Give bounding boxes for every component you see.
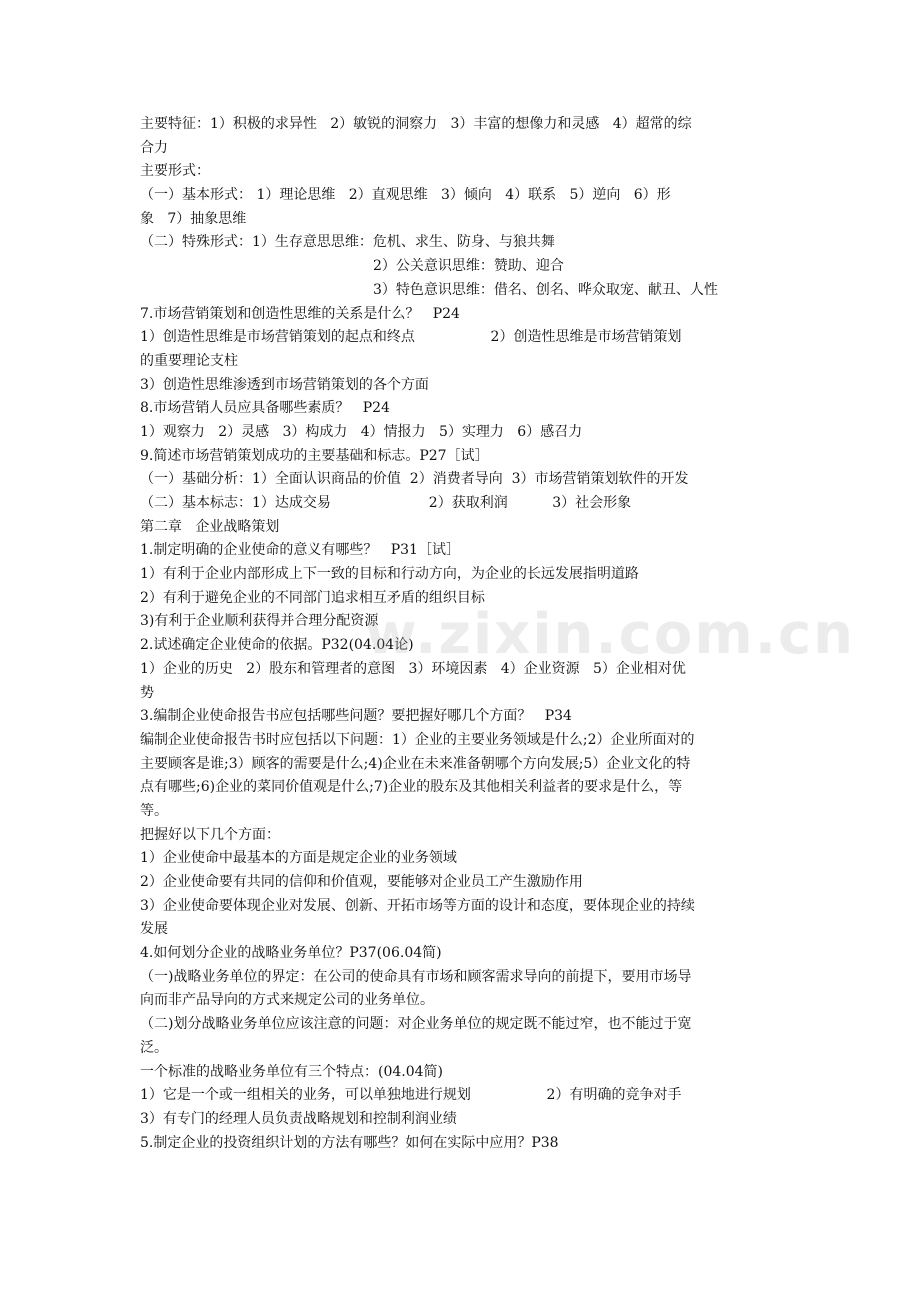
question-heading: 7.市场营销策划和创造性思维的关系是什么？ P24 [140,305,460,322]
text-line: 合力 [140,139,168,156]
text-line: 3）创造性思维渗透到市场营销策划的各个方面 [140,376,429,393]
text-line: 一个标准的战略业务单位有三个特点：(04.04简) [140,1063,444,1080]
text-line: 3）有专门的经理人员负责战略规划和控制利润业绩 [140,1110,457,1127]
text-line: 2）公关意识思维：赞助、迎合 [373,258,564,275]
text-line: 主要顾客是谁;3）顾客的需要是什么;4)企业在未来准备朝哪个方向发展;5）企业文化的特 [140,755,691,772]
text-line: 1）创造性思维是市场营销策划的起点和终点 2）创造性思维是市场营销策划 [140,329,682,346]
text-line: 3）特色意识思维：借名、创名、哗众取宠、献丑、人性 [373,281,718,298]
watermark: w.zixin.com.cn [365,602,856,667]
text-line: 1）有利于企业内部形成上下一致的目标和行动方向，为企业的长远发展指明道路 [140,566,639,583]
question-heading: 9.简述市场营销策划成功的主要基础和标志。P27［试］ [140,447,489,464]
text-line: 1）它是一个或一组相关的业务，可以单独地进行规划 2）有明确的竞争对手 [140,1087,682,1104]
text-line: 等。 [140,802,168,819]
text-line: 势 [140,684,154,701]
question-heading: 2.试述确定企业使命的依据。P32(04.04论) [140,637,414,654]
text-line: 象 7）抽象思维 [140,210,247,227]
text-line: 1）观察力 2）灵感 3）构成力 4）情报力 5）实理力 6）感召力 [140,423,583,440]
text-line: （二)划分战略业务单位应该注意的问题：对企业务单位的规定既不能过窄，也不能过于宽 [140,1016,692,1033]
text-line: （二）特殊形式：1）生存意思思维：危机、求生、防身、与狼共舞 [140,234,555,251]
text-line: （二）基本标志：1）达成交易 2）获取利润 3）社会形象 [140,495,632,511]
text-line: 编制企业使命报告书时应包括以下问题：1）企业的主要业务领域是什么;2）企业所面对的 [140,731,695,748]
text-line: （一）基本形式： 1）理论思维 2）直观思维 3）倾向 4）联系 5）逆向 6）形 [140,187,671,204]
text-line: 的重要理论支柱 [140,352,238,369]
chapter-heading: 第二章 企业战略策划 [140,518,280,535]
text-line: 把握好以下几个方面： [140,826,280,843]
text-line: 向而非产品导向的方式来规定公司的业务单位。 [140,992,434,1009]
text-line: （一)战略业务单位的界定：在公司的使命具有市场和顾客需求导向的前提下，要用市场导 [140,968,692,985]
text-line: 3）企业使命要体现企业对发展、创新、开拓市场等方面的设计和态度，要体现企业的持续 [140,897,695,914]
question-heading: 1.制定明确的企业使命的意义有哪些？ P31［试］ [140,542,460,559]
text-line: （一）基础分析：1）全面认识商品的价值 2）消费者导向 3）市场营销策划软件的开发 [140,471,689,488]
document-body [140,113,790,1155]
text-line: 2）有利于避免企业的不同部门追求相互矛盾的组织目标 [140,589,485,606]
text-line: 3)有利于企业顺利获得并合理分配资源 [140,613,379,630]
question-heading: 4.如何划分企业的战略业务单位？P37(06.04简) [140,945,442,962]
question-heading: 8.市场营销人员应具备哪些素质？ P24 [140,400,390,417]
text-line: 主要形式： [140,163,210,180]
text-line: 主要特征：1）积极的求异性 2）敏锐的洞察力 3）丰富的想像力和灵感 4）超常的综 [140,116,692,132]
text-line: 2）企业使命要有共同的信仰和价值观，要能够对企业员工产生激励作用 [140,874,583,890]
text-line: 1）企业的历史 2）股东和管理者的意图 3）环境因素 4）企业资源 5）企业相对优 [140,660,686,677]
question-heading: 3.编制企业使命报告书应包括哪些问题？要把握好哪几个方面？ P34 [140,708,572,725]
text-line: 发展 [140,921,168,938]
question-heading: 5.制定企业的投资组织计划的方法有哪些？如何在实际中应用？P38 [140,1134,559,1151]
text-line: 点有哪些;6)企业的菜同价值观是什么;7)企业的股东及其他相关利益者的要求是什么，等 [140,779,683,796]
text-line: 1）企业使命中最基本的方面是规定企业的业务领域 [140,850,457,867]
text-line: 泛。 [140,1039,168,1056]
